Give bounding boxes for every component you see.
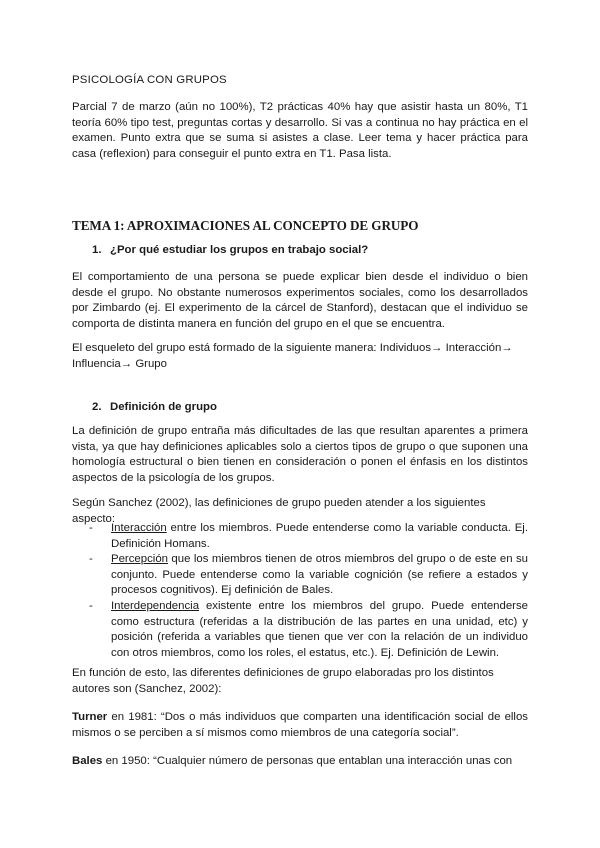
list-item-term: Interacción: [111, 522, 167, 534]
list-item: [72, 599, 528, 661]
list-dash: -: [89, 599, 93, 612]
bales-quote: en 1950: “Cualquier número de personas que entablan una interacción unas con: [102, 755, 513, 767]
list-item-term: Percepción: [111, 553, 168, 566]
turner-quote: en 1981: “Dos o más individuos que comparten una identificación social de ellos mismos o se perciben a sí mismos como miembros de una categoría social”.: [72, 711, 528, 739]
course-title: PSICOLOGÍA CON GRUPOS: [72, 74, 227, 86]
section-1-paragraph-2: El esqueleto del grupo está formado de la siguiente manera: Individuos→ Interacción→ Influencia→ Grupo: [72, 342, 513, 370]
author-turner: Turner: [72, 711, 108, 723]
section-2-heading: [92, 400, 528, 416]
list-item: [72, 521, 528, 552]
section-2-paragraph-1: La definición de grupo entraña más dificultades de las que resultan aparentes a primera vista, ya que hay definiciones aplicables solo a ciertos tipos de grupo o que suponen una homología estructural o bien tienen en consideración o ponen el énfasis en los distintos aspectos de la psicología de los grupos.: [72, 425, 528, 484]
section-2-paragraph-2: Según Sanchez (2002), las definiciones de grupo pueden atender a los siguientes aspecto:: [72, 497, 486, 525]
section-1-title: ¿Por qué estudiar los grupos en trabajo social?: [110, 244, 369, 256]
list-item-text: que los miembros tienen de otros miembros del grupo o de este en su conjunto. Puede entenderse como la variable cognición (se refiere a estados y procesos cognitivos). Ej definición de Bales.: [111, 553, 528, 597]
section-2-number: 2.: [92, 401, 102, 413]
turner-definition: [72, 710, 528, 741]
section-1-heading: [92, 243, 528, 259]
list-item: [72, 552, 528, 599]
list-dash: -: [89, 553, 93, 566]
list-item-body: [111, 599, 528, 661]
section-1-number: 1.: [92, 244, 102, 256]
section-2-title: Definición de grupo: [110, 401, 217, 413]
author-bales: Bales: [72, 755, 103, 767]
section-2-paragraph-3: En función de esto, las diferentes definiciones de grupo elaboradas pro los distintos autores son (Sanchez, 2002):: [72, 667, 494, 695]
tema-heading: TEMA 1: APROXIMACIONES AL CONCEPTO DE GRUPO: [72, 218, 419, 233]
list-item-text: existente entre los miembros del grupo. Puede entenderse como estructura (referidas a la distribución de las partes en una unidad, etc) y posición (referida a variables que tienen que ver con la relación de un individuo con otros miembros, como los roles, el estatus, etc.). Ej. Definición de Lewin.: [111, 599, 528, 659]
list-item-body: [111, 552, 528, 599]
aspects-list: [72, 521, 528, 661]
bales-definition: [72, 754, 528, 770]
list-item-term: Interdependencia: [111, 599, 200, 612]
list-item-body: [111, 521, 528, 552]
intro-paragraph: Parcial 7 de marzo (aún no 100%), T2 prácticas 40% hay que asistir hasta un 80%, T1 teoría 60% tipo test, preguntas cortas y desarrollo. Si vas a continua no hay práctica en el examen. Punto extra que se suma si asistes a clase. Leer tema y hacer práctica para casa (reflexion) para conseguir el punto extra en T1. Pasa lista.: [72, 101, 528, 160]
section-1-paragraph-1: El comportamiento de una persona se puede explicar bien desde el individuo o bien desde el grupo. No obstante numerosos experimentos sociales, como los desarrollados por Zimbardo (ej. El experimento de la cárcel de Stanford), destacan que el individuo se comporta de distinta manera en función del grupo en el que se encuentra.: [72, 271, 528, 330]
list-dash: -: [89, 522, 93, 534]
list-item-text: entre los miembros. Puede entenderse como la variable conducta. Ej. Definición Homans.: [111, 522, 528, 550]
